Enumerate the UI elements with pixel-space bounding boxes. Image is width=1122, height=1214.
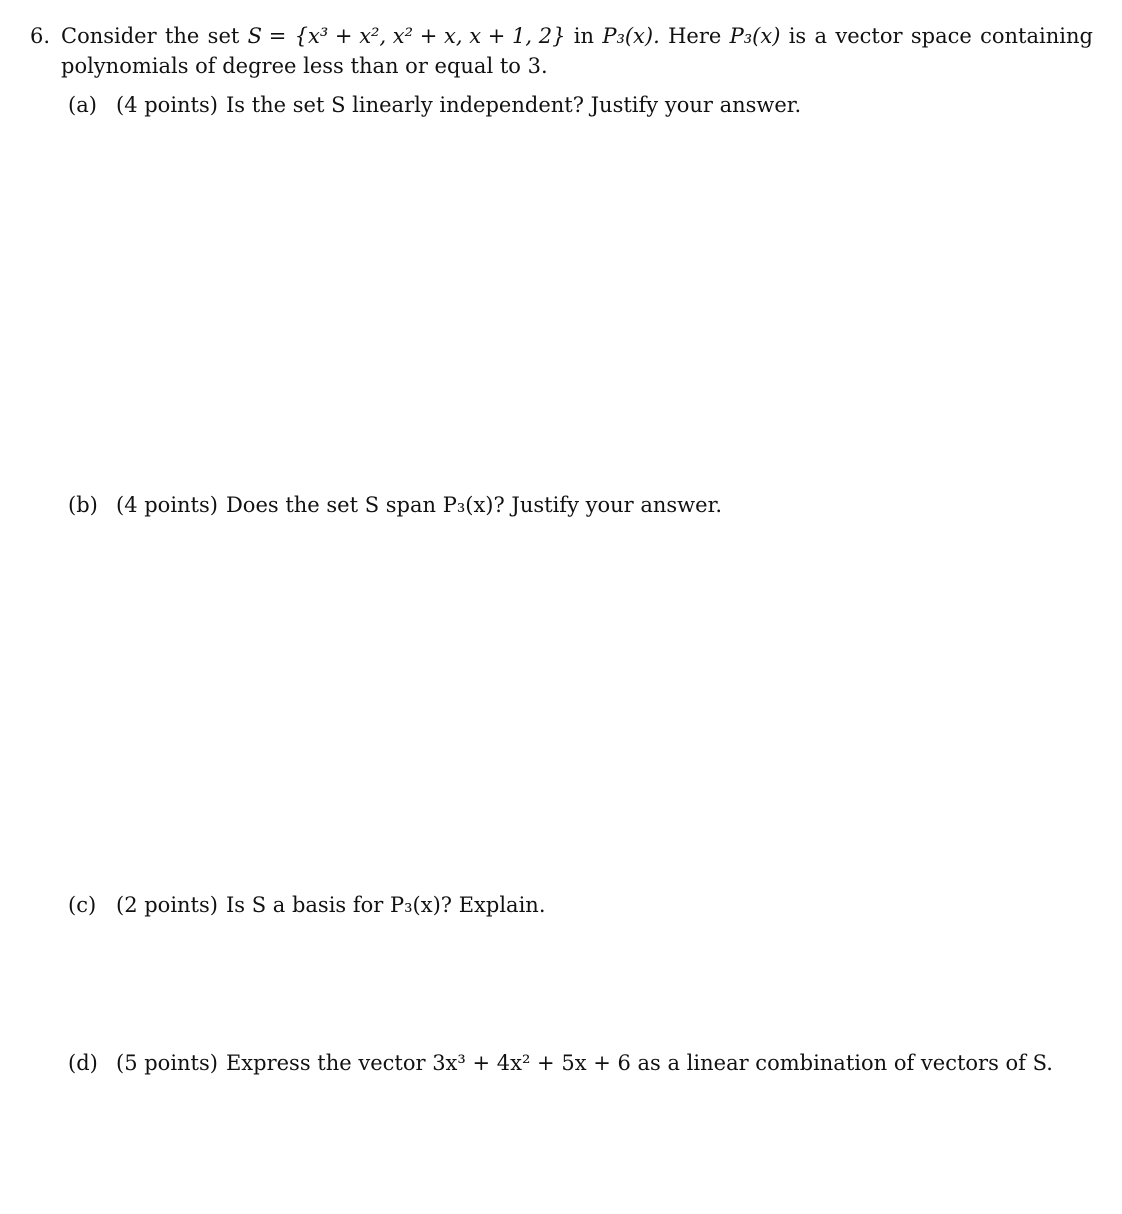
part-text: Is the set S linearly independent? Justify your answer. (225, 93, 802, 117)
part-points: (4 points) (116, 493, 218, 517)
part-c (68, 891, 546, 919)
part-text: Express the vector 3x³ + 4x² + 5x + 6 as a linear combination of vectors of S. (225, 1051, 1053, 1075)
part-text: Does the set S span P₃(x)? Justify your answer. (225, 493, 722, 517)
part-label: (b) (68, 493, 98, 517)
part-label: (c) (68, 893, 97, 917)
question-intro-line-1: Consider the set S = {x³ + x², x² + x, x + 1, 2} in P₃(x). Here P₃(x) is a vector space containing (61, 22, 1093, 50)
part-points: (4 points) (116, 93, 218, 117)
part-d (68, 1049, 1053, 1077)
set-s-definition: {x³ + x², x² + x, x + 1, 2} (294, 24, 566, 48)
question-intro-line-2: polynomials of degree less than or equal to 3. (61, 54, 548, 78)
part-a (68, 91, 801, 119)
part-b (68, 491, 722, 519)
part-label: (d) (68, 1051, 98, 1075)
part-points: (5 points) (116, 1051, 218, 1075)
part-label: (a) (68, 93, 97, 117)
part-points: (2 points) (116, 893, 218, 917)
question-number: 6. (30, 24, 51, 48)
part-text: Is S a basis for P₃(x)? Explain. (225, 893, 546, 917)
